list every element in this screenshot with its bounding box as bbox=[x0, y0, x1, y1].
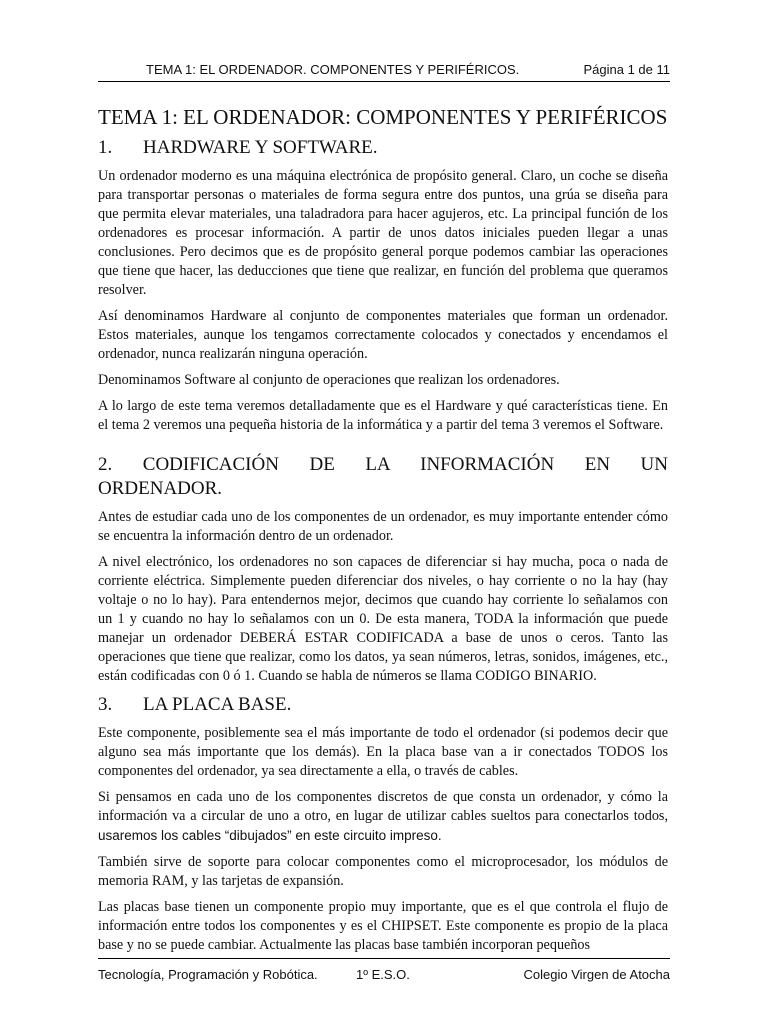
document-title: TEMA 1: EL ORDENADOR: COMPONENTES Y PERIFÉRICOS bbox=[98, 105, 668, 129]
header-title: TEMA 1: EL ORDENADOR. COMPONENTES Y PERIFÉRICOS. bbox=[146, 62, 520, 77]
section-title: CODIFICACIÓN DE LA INFORMACIÓN EN UN bbox=[142, 454, 669, 475]
paragraph: Un ordenador moderno es una máquina electrónica de propósito general. Claro, un coche se diseña para transportar personas o materiales de forma segura entre dos puntos, una grúa se diseña para que permita elevar materiales, una taladradora para hacer agujeros, etc. La principal función de los ordenadores es procesar información. A partir de unos datos iniciales pueden llegar a unas conclusiones. Pero decimos que es de propósito general porque podemos cambiar las operaciones que tiene que hacer, las deducciones que tiene que realizar, en función del problema que queramos resolver. bbox=[98, 168, 668, 298]
paragraph: Este componente, posiblemente sea el más importante de todo el ordenador (si podemos decir que alguno sea más importante que los demás). En la placa base van a ir conectados TODOS los componentes del ordenador, ya sea directamente a ella, o través de cables. bbox=[98, 725, 668, 779]
page-footer bbox=[98, 958, 670, 989]
footer-course: 1º E.S.O. bbox=[356, 967, 410, 982]
section-heading-3 bbox=[98, 693, 668, 717]
document-body bbox=[98, 104, 668, 962]
footer-school: Colegio Virgen de Atocha bbox=[523, 967, 670, 982]
header-page-number: Página 1 de 11 bbox=[583, 62, 670, 77]
paragraph: Así denominamos Hardware al conjunto de componentes materiales que forman un ordenador. Estos materiales, aunque los tengamos correctamente colocados y conectados y encendamos el ordenador, nunca realizarán ninguna operación. bbox=[98, 308, 668, 362]
paragraph: A lo largo de este tema veremos detalladamente que es el Hardware y qué características tiene. En el tema 2 veremos una pequeña historia de la informática y a partir del tema 3 veremos el Software. bbox=[98, 398, 668, 433]
paragraph bbox=[98, 788, 668, 846]
paragraph: Las placas base tienen un componente propio muy importante, que es el que controla el flujo de información entre todos los componentes y es el CHIPSET. Este componente es propio de la placa base y no se puede cambiar. Actualmente las placas base también incorporan pequeños bbox=[98, 899, 668, 953]
section-title-continuation: ORDENADOR. bbox=[98, 478, 223, 499]
paragraph: También sirve de soporte para colocar componentes como el microprocesador, los módulos de memoria RAM, y las tarjetas de expansión. bbox=[98, 854, 668, 889]
section-heading-2 bbox=[98, 453, 668, 477]
section-number: 1. bbox=[98, 137, 113, 158]
footer-subject: Tecnología, Programación y Robótica. bbox=[98, 967, 318, 982]
paragraph: Denominamos Software al conjunto de operaciones que realizan los ordenadores. bbox=[98, 372, 560, 388]
section-title: HARDWARE Y SOFTWARE. bbox=[143, 137, 378, 158]
section-heading-1 bbox=[98, 136, 668, 160]
paragraph-tail: usaremos los cables “dibujados” en este circuito impreso. bbox=[98, 828, 442, 843]
paragraph: A nivel electrónico, los ordenadores no son capaces de diferenciar si hay mucha, poca o nada de corriente eléctrica. Simplemente pueden diferenciar dos niveles, o hay corriente o no la hay (hay voltaje o no lo hay). Para entendernos mejor, decimos que cuando hay corriente lo señalamos con un 1 y cuando no hay lo señalamos con un 0. De esta manera, TODA la información que puede manejar un ordenador DEBERÁ ESTAR CODIFICADA a base de unos o ceros. Tanto las operaciones que tiene que realizar, como los datos, ya sean números, letras, sonidos, imágenes, etc., están codificadas con 0 ó 1. Cuando se habla de números se llama CODIGO BINARIO. bbox=[98, 554, 668, 684]
paragraph-text: Si pensamos en cada uno de los componentes discretos de que consta un ordenador, y cómo la información va a circular de uno a otro, en lugar de utilizar cables sueltos para conectarlos todos, bbox=[98, 789, 668, 824]
paragraph: Antes de estudiar cada uno de los componentes de un ordenador, es muy importante entender cómo se encuentra la información dentro de un ordenador. bbox=[98, 509, 668, 544]
section-title: LA PLACA BASE. bbox=[143, 694, 292, 715]
page-header bbox=[98, 56, 670, 82]
section-number: 3. bbox=[98, 694, 113, 715]
section-number: 2. bbox=[98, 454, 113, 475]
